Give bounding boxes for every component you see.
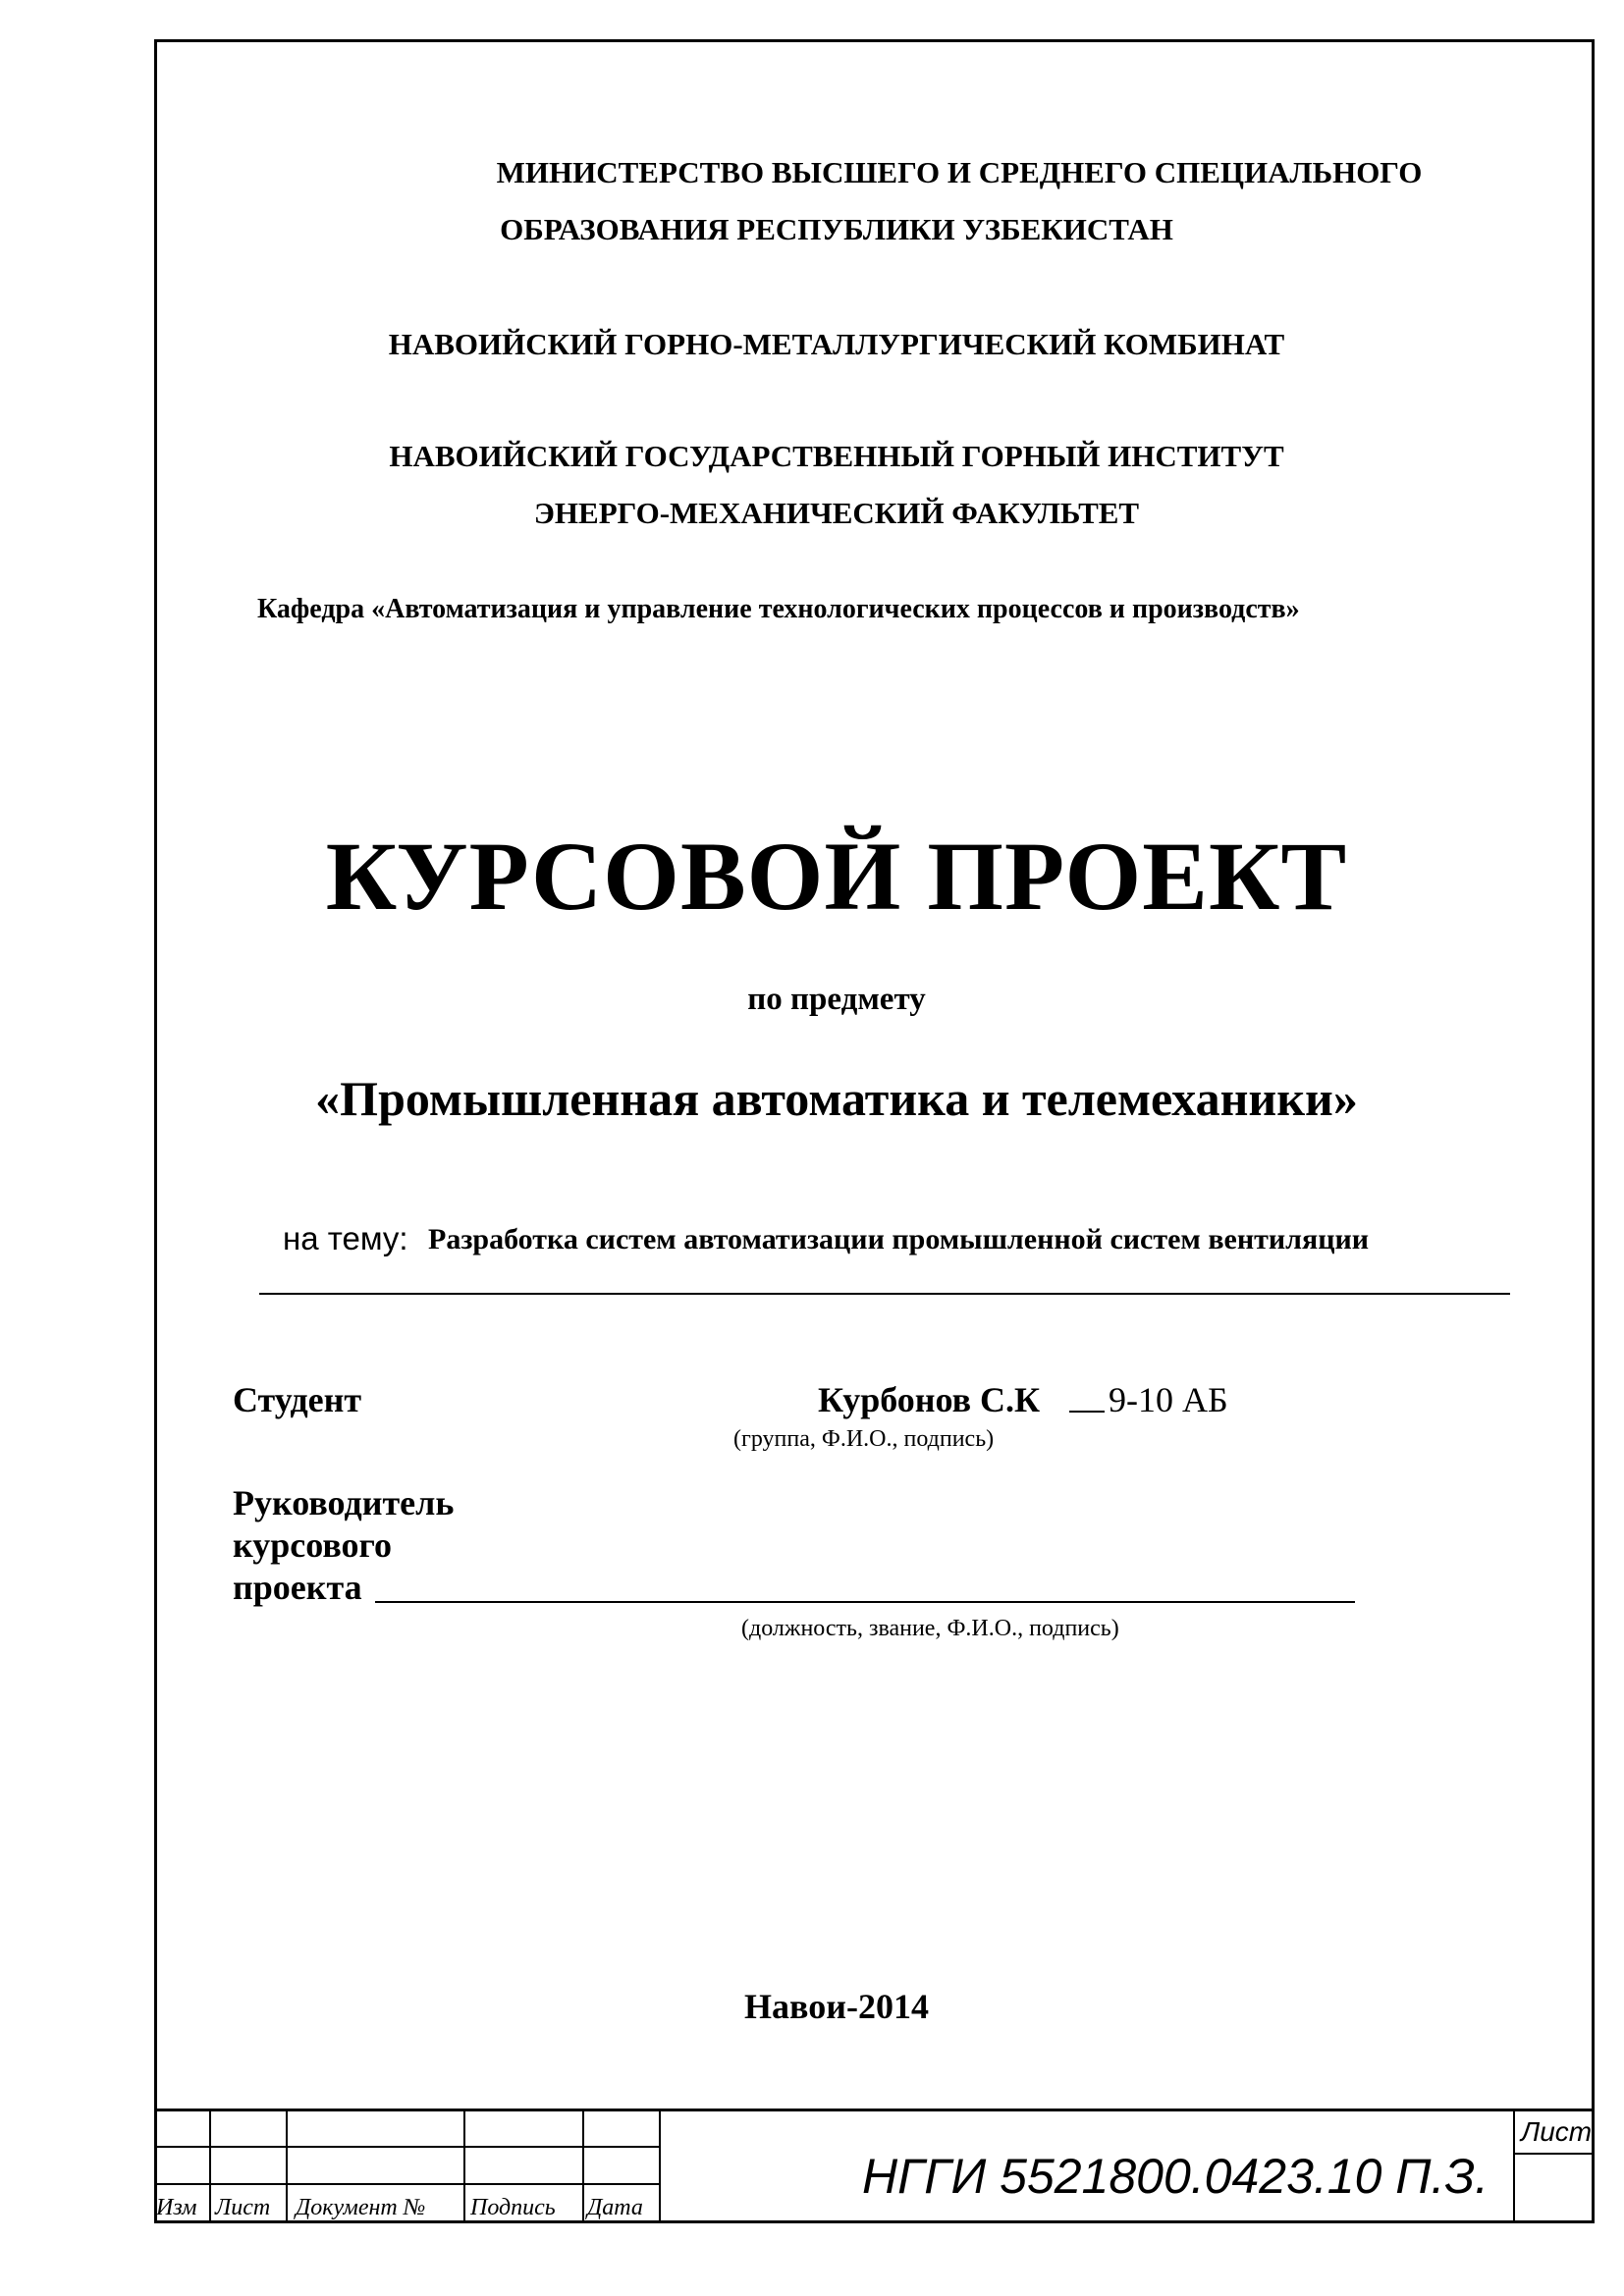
topic-underline — [259, 1293, 1510, 1295]
page-frame — [154, 39, 1595, 2223]
supervisor-hint: (должность, звание, Ф.И.О., подпись) — [741, 1616, 1119, 1641]
title-block-divider — [209, 2109, 211, 2223]
ministry-line-2: ОБРАЗОВАНИЯ РЕСПУБЛИКИ УЗБЕКИСТАН — [500, 212, 1173, 246]
document-title: КУРСОВОЙ ПРОЕКТ — [325, 822, 1348, 931]
title-block-col-signature: Подпись — [470, 2195, 556, 2220]
city-year: Навои-2014 — [744, 1987, 929, 2026]
supervisor-label-line-1: Руководитель — [233, 1483, 455, 1522]
by-subject-label: по предмету — [747, 982, 926, 1017]
title-block-col-list: Лист — [215, 2195, 271, 2220]
combinat-name: НАВОИЙСКИЙ ГОРНО-МЕТАЛЛУРГИЧЕСКИЙ КОМБИНАТ — [388, 327, 1285, 361]
title-block-divider — [463, 2109, 465, 2223]
title-block-top-border — [154, 2109, 1595, 2111]
student-group: 9-10 АБ — [1109, 1380, 1228, 1419]
topic-label: на тему: — [283, 1220, 408, 1256]
title-block-col-document: Документ № — [296, 2195, 426, 2220]
supervisor-label-line-3: проекта — [233, 1568, 362, 1607]
ministry-line-1: МИНИСТЕРСТВО ВЫСШЕГО И СРЕДНЕГО СПЕЦИАЛЬНОГО — [496, 155, 1423, 189]
student-blank-line — [1069, 1411, 1105, 1413]
title-block-col-date: Дата — [587, 2195, 643, 2220]
title-block-divider — [582, 2109, 584, 2223]
faculty-name: ЭНЕРГО-МЕХАНИЧЕСКИЙ ФАКУЛЬТЕТ — [533, 496, 1140, 530]
department-name: Кафедра «Автоматизация и управление технологических процессов и производств» — [257, 594, 1300, 624]
title-block-divider — [286, 2109, 288, 2223]
title-block-row-line — [154, 2146, 659, 2148]
subject-name: «Промышленная автоматика и телемеханики» — [315, 1071, 1358, 1126]
sheet-label: Лист — [1521, 2116, 1593, 2147]
student-label: Студент — [233, 1380, 362, 1419]
supervisor-label-line-2: курсового — [233, 1525, 392, 1565]
title-block-row-line — [154, 2183, 659, 2185]
topic-text: Разработка систем автоматизации промышленной систем вентиляции — [428, 1223, 1370, 1255]
document-number: НГГИ 5521800.0423.10 П.З. — [861, 2149, 1489, 2204]
student-name: Курбонов С.К — [818, 1380, 1041, 1419]
title-block-col-izm: Изм — [156, 2195, 197, 2220]
supervisor-signature-line — [375, 1601, 1355, 1603]
title-block — [154, 2109, 1595, 2223]
title-block-divider — [659, 2109, 661, 2223]
student-hint: (группа, Ф.И.О., подпись) — [733, 1426, 995, 1452]
institute-name: НАВОИЙСКИЙ ГОСУДАРСТВЕННЫЙ ГОРНЫЙ ИНСТИТУТ — [389, 439, 1284, 473]
